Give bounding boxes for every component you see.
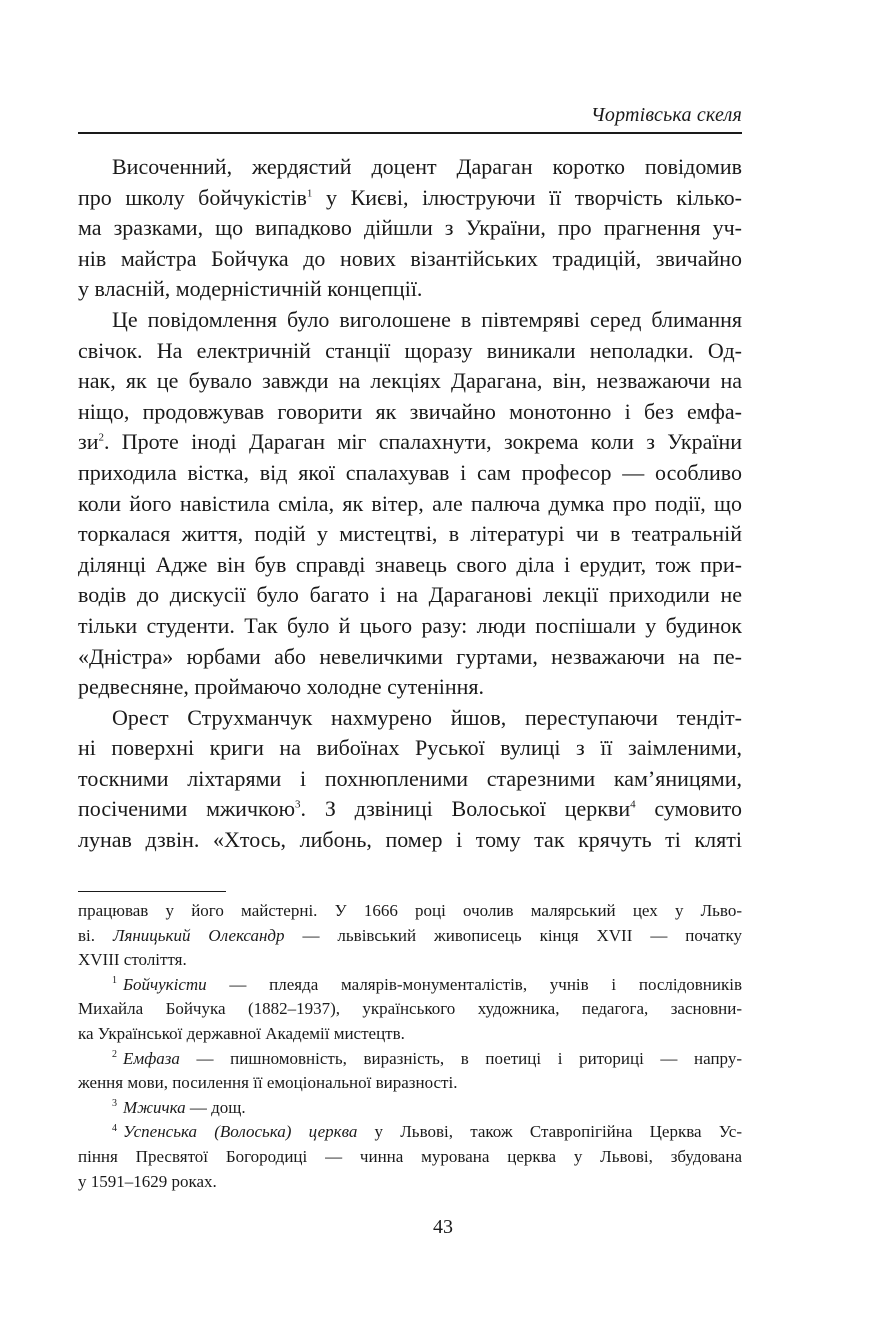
footnote-line: $^4$ Успенська (Волоська) церква у Львові, також Ставропігійна Церква Ус-: [112, 1122, 742, 1142]
running-header: [78, 102, 742, 134]
footnote-number: 4: [112, 1122, 117, 1134]
text-line: нів майстра Бойчука до нових візантійських традицій, звичайно: [78, 245, 742, 271]
footnote-ref-3[interactable]: 3: [295, 799, 301, 812]
text-line: Це повідомлення було виголошене в півтемряві серед блимання: [112, 306, 742, 332]
text-line: лунав дзвін. «Хтось, либонь, помер і тому так крячуть ті кляті: [78, 827, 742, 853]
footnote-line: Михайла Бойчука (1882–1937), українського художника, педагога, засновни-: [78, 999, 742, 1019]
footnote-line: ження мови, посилення її емоціональної виразності.: [78, 1073, 458, 1093]
text-line: тільки студенти. Так було й цього разу: люди поспішали у будинок: [78, 612, 742, 638]
paragraph-1: [78, 152, 742, 305]
page-number: 43: [433, 1216, 453, 1238]
footnote-line: у 1591–1629 роках.: [78, 1171, 217, 1191]
text-line: ма зразками, що випадково дійшли з України, про прагнення уч-: [78, 215, 742, 241]
footnote-4: [78, 1120, 742, 1194]
text-line: «Дністра» юрбами або невеличкими гуртами, незважаючи на пе-: [78, 643, 742, 669]
footnote-1: [78, 973, 742, 1047]
paragraph-3: [78, 703, 742, 856]
footnote-line: $^1$ Бойчукісти — плеяда малярів-монументалістів, учнів і послідовників: [112, 974, 742, 994]
footnote-line: ка Української державної Академії мистецтв.: [78, 1023, 405, 1043]
footnote-line: $^2$ Емфаза — пишномовність, виразність, в поетиці і риториці — напру-: [112, 1048, 742, 1068]
footnotes: [78, 899, 742, 1194]
text-line: посіченими мжичкою$^3$. З дзвіниці Волоської церкви$^4$ сумовито: [78, 796, 742, 822]
text-line: ні поверхні криги на вибоїнах Руської вулиці з її заімленими,: [78, 735, 742, 761]
text-line: нак, як це бувало завжди на лекціях Дарагана, він, незважаючи на: [78, 368, 742, 394]
footnote-ref-1[interactable]: 1: [306, 187, 313, 200]
text-line: редвесняне, проймаючо холодне сутеніння.: [78, 674, 485, 700]
footnote-3: [78, 1096, 742, 1121]
footnote-2: [78, 1047, 742, 1096]
footnote-number: 2: [112, 1048, 117, 1060]
text-line: свічок. На електричній станції щоразу виникали неполадки. Од-: [78, 337, 742, 363]
footnote-continuation: [78, 899, 742, 973]
footnote-line: ві. Ляницький Олександр — львівський живописець кінця XVII — початку: [78, 925, 743, 945]
footnote-line: $^3$ Мжичка — дощ.: [112, 1097, 246, 1117]
running-header-title: Чортівська скеля: [590, 104, 742, 126]
text-line: коли його навістила сміла, як вітер, але палюча думка про події, що: [78, 490, 742, 516]
footnote-number: 1: [112, 975, 117, 987]
footnote-number: 3: [112, 1098, 117, 1110]
footnote-line: працював у його майстерні. У 1666 році очолив малярський цех у Льво-: [78, 901, 742, 920]
text-line: приходила вістка, від якої спалахував і сам професор — особливо: [78, 459, 742, 485]
text-line: Височенний, жердястий доцент Дараган коротко повідомив: [112, 154, 742, 179]
footnote-line: піння Пресвятої Богородиці — чинна мурована церква у Львові, збудована: [78, 1146, 742, 1166]
footnote-separator: [78, 891, 226, 892]
text-line: водів до дискусії було багато і на Дарагановi лекції приходили не: [78, 582, 742, 608]
footnote-ref-2[interactable]: 2: [98, 432, 104, 445]
text-line: про школу бойчукістів$^1$ у Києві, ілюструючи її творчість кілько-: [78, 184, 743, 210]
text-line: у власній, модерністичній концепції.: [78, 276, 423, 302]
footnote-line: XVIII століття.: [78, 950, 187, 970]
text-line: торкалася життя, подій у мистецтві, в літературі чи в театральній: [78, 521, 742, 547]
text-line: ніщо, продовжував говорити як звичайно монотонно і без емфа-: [78, 398, 742, 424]
text-line: тоскними ліхтарями і похнюпленими старезними кам’яницями,: [78, 765, 742, 791]
text-line: ділянці Адже він був справді знавець свого діла і ерудит, тож при-: [78, 551, 742, 577]
text-line: $зи^2$. Проте іноді Дараган міг спалахнути, зокрема коли з України: [78, 429, 742, 455]
footnote-ref-4[interactable]: 4: [630, 799, 636, 812]
paragraph-2: [78, 305, 742, 703]
main-text: [78, 152, 742, 856]
text-line: Орест Струхманчук нахмурено йшов, переступаючи тендіт-: [112, 704, 742, 730]
